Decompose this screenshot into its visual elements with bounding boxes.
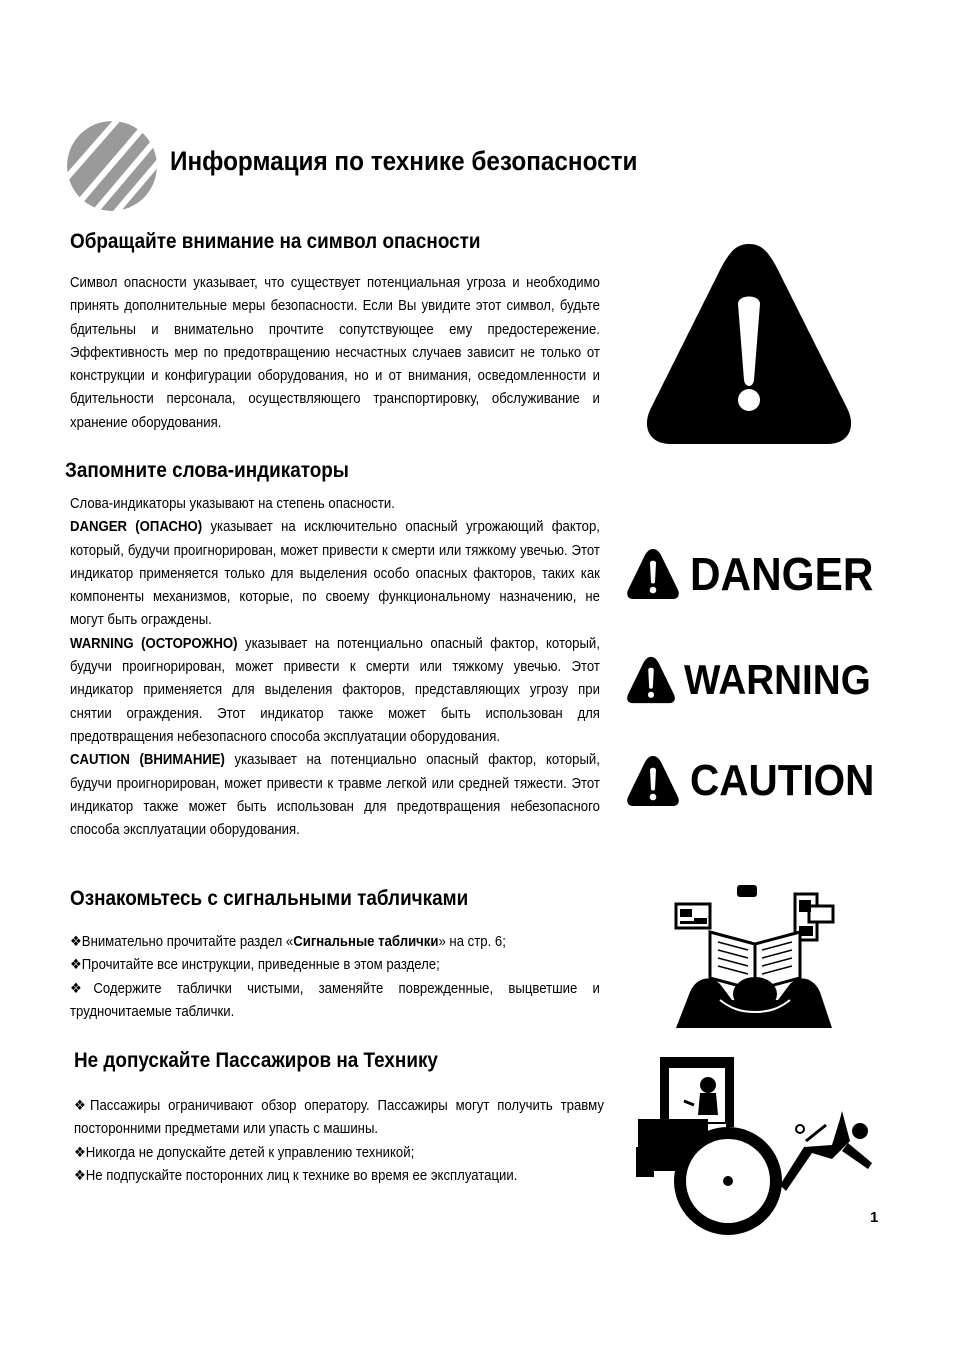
bullet-icon: ❖: [74, 1167, 86, 1184]
warning-text: указывает на потенциально опасный фактор, который, будучи проигнорирован, может привести к смерти или тяжкому увечью. Этот индикатор применяется для выделения факторов, представляющих угрозу при снятии ограждения. Этот индикатор также может быть использован для предотвращения небезопасного способа эксплуатации оборудования.: [70, 635, 600, 745]
section-heading-no-passengers: Не допускайте Пассажиров на Технику: [74, 1049, 438, 1072]
danger-sign-alert-icon: [626, 548, 680, 600]
bullet-text: Пассажиры ограничивают обзор оператору. Пассажиры могут получить травму посторонними предметами или упасть с машины.: [74, 1098, 604, 1138]
bullet-text: Содержите таблички чистыми, заменяйте поврежденные, выцветшие и трудночитаемые таблички.: [70, 980, 600, 1020]
brand-logo-icon: [66, 120, 158, 212]
caution-sign-word: CAUTION: [690, 756, 875, 805]
bullet-icon: ❖: [70, 957, 82, 974]
bullet-text: Не подпускайте посторонних лиц к технике во время ее эксплуатации.: [85, 1167, 518, 1184]
caution-text: указывает на потенциально опасный фактор, который, будучи проигнорирован, может привести к травме легкой или средней тяжести. Этот индикатор также может быть использован для предотвращения небезопасного способа эксплуатации оборудования.: [70, 752, 600, 839]
section-text-safety-signs: [70, 931, 600, 1024]
reading-manual-icon: [670, 882, 840, 1030]
danger-sign: [626, 546, 889, 602]
caution-label: CAUTION (ВНИМАНИЕ): [70, 752, 225, 769]
danger-text: указывает на исключительно опасный угрожающий фактор, который, будучи проигнорирован, может привести к смерти или тяжкому увечью. Этот индикатор применяется только для выделения особо опасных факторов, таких как компоненты механизмов, которые, по своему функциональному назначению, не могут быть ограждены.: [70, 519, 600, 629]
caution-sign: [626, 752, 890, 810]
section-text-signal-words: [70, 493, 600, 842]
section-text-no-passengers: [74, 1095, 604, 1188]
warning-sign-alert-icon: [626, 655, 676, 705]
alert-triangle-icon: [644, 240, 854, 448]
bullet-text: » на стр. 6;: [438, 934, 506, 950]
tractor-passenger-fall-icon: [636, 1055, 879, 1237]
warning-label: WARNING (ОСТОРОЖНО): [70, 635, 238, 652]
caution-sign-alert-icon: [626, 755, 680, 807]
section-heading-hazard-symbol: Обращайте внимание на символ опасности: [70, 230, 481, 253]
list-item: [70, 931, 600, 954]
bullet-icon: ❖: [74, 1098, 91, 1114]
bullet-icon: ❖: [70, 934, 82, 950]
bullet-icon: ❖: [74, 1144, 86, 1161]
bullet-text: Внимательно прочитайте раздел «: [81, 934, 294, 950]
danger-paragraph: [70, 516, 600, 632]
list-item: [74, 1142, 604, 1165]
hazard-symbol-paragraph: Символ опасности указывает, что существует потенциальная угроза и необходимо принять дополнительные меры безопасности. Если Вы увидите этот символ, будьте бдительны и внимательно прочтите сопутствующее ему предостережение. Эффективность мер по предотвращению несчастных случаев зависит не только от конструкции и конфигурации оборудования, но и от внимания, осведомленности и бдительности персонала, осуществляющего транспортировку, обслуживание и хранение оборудования.: [70, 275, 600, 431]
list-item: [74, 1165, 604, 1188]
page-title: Информация по технике безопасности: [170, 146, 638, 176]
bullet-text: Прочитайте все инструкции, приведенные в этом разделе;: [81, 957, 440, 974]
list-item: [74, 1095, 604, 1142]
warning-sign: [626, 652, 887, 708]
section-heading-safety-signs: Ознакомьтесь с сигнальными табличками: [70, 887, 469, 910]
page-number: 1: [870, 1209, 879, 1226]
danger-label: DANGER (ОПАСНО): [70, 519, 203, 536]
caution-paragraph: [70, 749, 600, 842]
list-item: [70, 978, 600, 1025]
bullet-icon: ❖: [70, 980, 94, 997]
bullet-bold-text: Сигнальные таблички: [293, 934, 439, 950]
danger-sign-word: DANGER: [690, 548, 874, 600]
list-item: [70, 954, 600, 977]
warning-paragraph: [70, 633, 600, 749]
section-heading-signal-words: Запомните слова-индикаторы: [65, 459, 349, 482]
bullet-text: Никогда не допускайте детей к управлению техникой;: [85, 1144, 415, 1161]
signal-words-intro: Слова-индикаторы указывают на степень опасности.: [70, 496, 395, 512]
warning-sign-word: WARNING: [684, 656, 871, 703]
section-text-hazard-symbol: [70, 272, 600, 435]
